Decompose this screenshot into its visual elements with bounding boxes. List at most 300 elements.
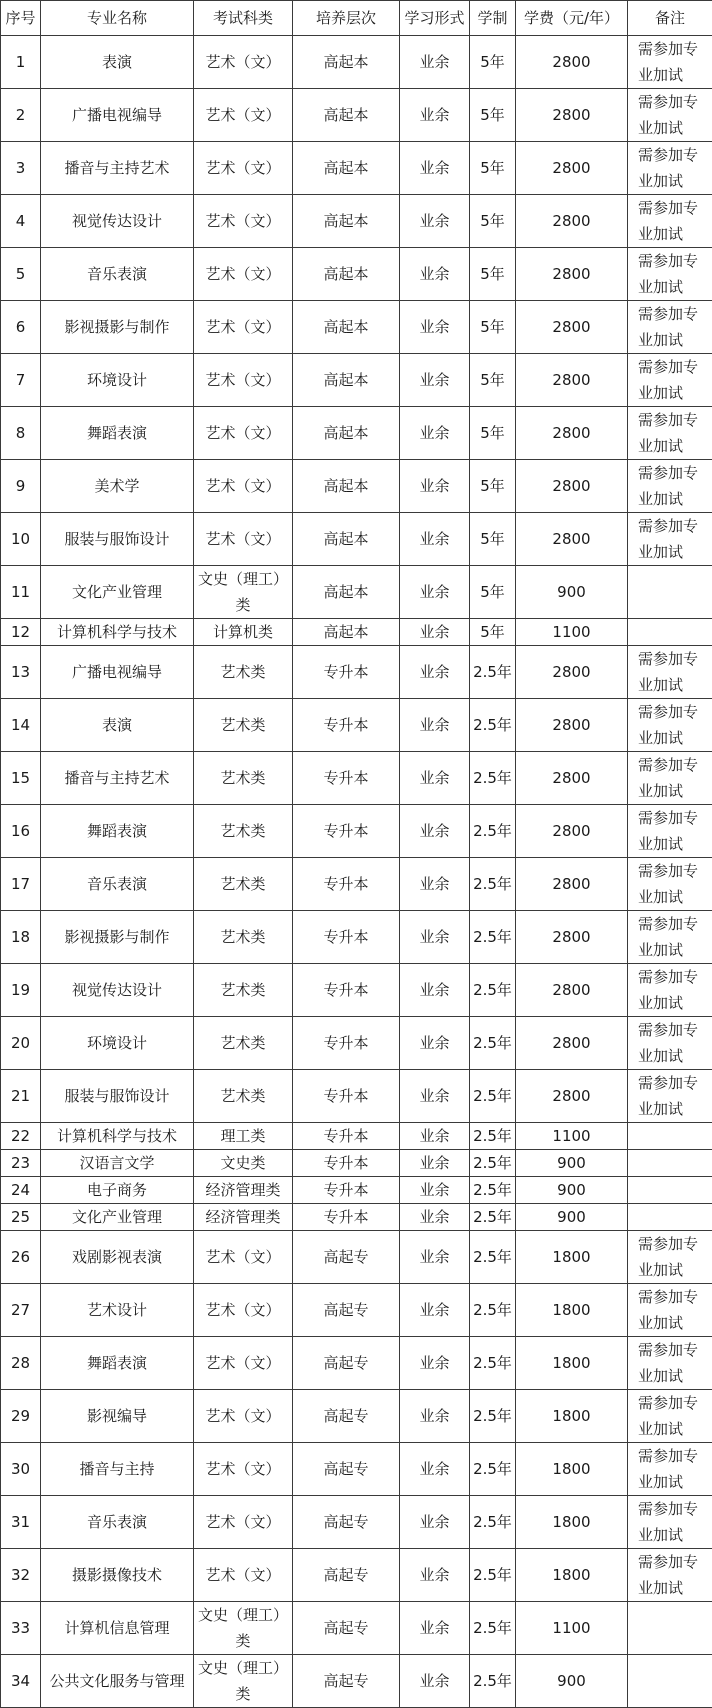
cell-major: 视觉传达设计 <box>41 964 194 1017</box>
cell-years: 2.5年 <box>470 964 516 1017</box>
cell-level: 专升本 <box>293 1150 400 1177</box>
table-row <box>1 619 712 646</box>
cell-no: 11 <box>1 566 41 619</box>
table-row <box>1 354 712 407</box>
cell-years: 5年 <box>470 36 516 89</box>
cell-note: 需参加专业加试 <box>628 354 712 407</box>
cell-form: 业余 <box>400 460 470 513</box>
table-row <box>1 1655 712 1708</box>
cell-major: 计算机科学与技术 <box>41 1123 194 1150</box>
cell-no: 31 <box>1 1496 41 1549</box>
cell-major: 计算机科学与技术 <box>41 619 194 646</box>
cell-major: 文化产业管理 <box>41 566 194 619</box>
cell-level: 专升本 <box>293 1123 400 1150</box>
cell-major: 服装与服饰设计 <box>41 513 194 566</box>
cell-major: 服装与服饰设计 <box>41 1070 194 1123</box>
cell-fee: 2800 <box>516 964 628 1017</box>
cell-level: 高起专 <box>293 1549 400 1602</box>
table-row <box>1 195 712 248</box>
cell-no: 5 <box>1 248 41 301</box>
cell-form: 业余 <box>400 1231 470 1284</box>
table-row <box>1 1390 712 1443</box>
cell-no: 6 <box>1 301 41 354</box>
cell-no: 15 <box>1 752 41 805</box>
cell-form: 业余 <box>400 1177 470 1204</box>
cell-major: 公共文化服务与管理 <box>41 1655 194 1708</box>
header-cell-no: 序号 <box>1 1 41 36</box>
cell-major: 摄影摄像技术 <box>41 1549 194 1602</box>
table-row <box>1 142 712 195</box>
table-row <box>1 301 712 354</box>
cell-level: 专升本 <box>293 858 400 911</box>
cell-level: 高起本 <box>293 619 400 646</box>
cell-no: 32 <box>1 1549 41 1602</box>
cell-level: 高起专 <box>293 1602 400 1655</box>
cell-level: 高起专 <box>293 1655 400 1708</box>
cell-note <box>628 1177 712 1204</box>
cell-fee: 900 <box>516 1204 628 1231</box>
cell-years: 5年 <box>470 460 516 513</box>
cell-no: 30 <box>1 1443 41 1496</box>
cell-level: 高起专 <box>293 1231 400 1284</box>
header-cell-category: 考试科类 <box>194 1 293 36</box>
cell-major: 播音与主持艺术 <box>41 142 194 195</box>
cell-major: 舞蹈表演 <box>41 805 194 858</box>
cell-fee: 2800 <box>516 407 628 460</box>
cell-category: 艺术类 <box>194 858 293 911</box>
cell-category: 艺术（文） <box>194 407 293 460</box>
table-row <box>1 1602 712 1655</box>
cell-category: 艺术（文） <box>194 513 293 566</box>
cell-category: 艺术类 <box>194 1017 293 1070</box>
table-row <box>1 1177 712 1204</box>
cell-no: 13 <box>1 646 41 699</box>
cell-fee: 1100 <box>516 619 628 646</box>
cell-form: 业余 <box>400 964 470 1017</box>
cell-category: 艺术（文） <box>194 195 293 248</box>
cell-category: 艺术类 <box>194 1070 293 1123</box>
table-row <box>1 805 712 858</box>
cell-fee: 2800 <box>516 752 628 805</box>
cell-level: 高起本 <box>293 407 400 460</box>
cell-level: 专升本 <box>293 1070 400 1123</box>
cell-level: 高起专 <box>293 1390 400 1443</box>
cell-category: 计算机类 <box>194 619 293 646</box>
cell-fee: 1800 <box>516 1337 628 1390</box>
cell-fee: 1800 <box>516 1284 628 1337</box>
cell-major: 环境设计 <box>41 1017 194 1070</box>
cell-years: 2.5年 <box>470 1123 516 1150</box>
cell-note: 需参加专业加试 <box>628 1549 712 1602</box>
cell-level: 专升本 <box>293 1204 400 1231</box>
cell-level: 高起本 <box>293 301 400 354</box>
cell-note <box>628 1204 712 1231</box>
cell-no: 27 <box>1 1284 41 1337</box>
cell-level: 高起本 <box>293 142 400 195</box>
cell-major: 影视编导 <box>41 1390 194 1443</box>
cell-category: 艺术类 <box>194 805 293 858</box>
table-row <box>1 1123 712 1150</box>
cell-fee: 2800 <box>516 195 628 248</box>
cell-fee: 1800 <box>516 1231 628 1284</box>
header-cell-level: 培养层次 <box>293 1 400 36</box>
cell-note: 需参加专业加试 <box>628 858 712 911</box>
cell-years: 2.5年 <box>470 1337 516 1390</box>
cell-years: 2.5年 <box>470 1177 516 1204</box>
cell-fee: 2800 <box>516 1017 628 1070</box>
cell-no: 33 <box>1 1602 41 1655</box>
table-row <box>1 1337 712 1390</box>
table-row <box>1 646 712 699</box>
cell-fee: 2800 <box>516 805 628 858</box>
cell-fee: 2800 <box>516 142 628 195</box>
cell-level: 专升本 <box>293 699 400 752</box>
cell-major: 播音与主持艺术 <box>41 752 194 805</box>
table-row <box>1 1204 712 1231</box>
cell-note: 需参加专业加试 <box>628 964 712 1017</box>
cell-note: 需参加专业加试 <box>628 752 712 805</box>
cell-note: 需参加专业加试 <box>628 89 712 142</box>
cell-no: 26 <box>1 1231 41 1284</box>
cell-category: 艺术类 <box>194 911 293 964</box>
cell-form: 业余 <box>400 1443 470 1496</box>
cell-note: 需参加专业加试 <box>628 1443 712 1496</box>
cell-years: 5年 <box>470 619 516 646</box>
cell-major: 戏剧影视表演 <box>41 1231 194 1284</box>
cell-form: 业余 <box>400 805 470 858</box>
cell-form: 业余 <box>400 513 470 566</box>
cell-fee: 2800 <box>516 646 628 699</box>
cell-major: 音乐表演 <box>41 248 194 301</box>
cell-form: 业余 <box>400 1204 470 1231</box>
cell-major: 文化产业管理 <box>41 1204 194 1231</box>
cell-years: 2.5年 <box>470 1017 516 1070</box>
cell-years: 2.5年 <box>470 1602 516 1655</box>
table-row <box>1 964 712 1017</box>
cell-fee: 1800 <box>516 1549 628 1602</box>
cell-form: 业余 <box>400 1337 470 1390</box>
cell-years: 2.5年 <box>470 1204 516 1231</box>
cell-years: 2.5年 <box>470 699 516 752</box>
cell-years: 5年 <box>470 354 516 407</box>
cell-level: 高起本 <box>293 89 400 142</box>
table-row <box>1 699 712 752</box>
table-row <box>1 248 712 301</box>
cell-years: 2.5年 <box>470 858 516 911</box>
cell-note: 需参加专业加试 <box>628 1284 712 1337</box>
cell-fee: 900 <box>516 1655 628 1708</box>
cell-category: 艺术（文） <box>194 36 293 89</box>
cell-level: 高起专 <box>293 1337 400 1390</box>
cell-note <box>628 1123 712 1150</box>
cell-category: 艺术类 <box>194 699 293 752</box>
cell-fee: 2800 <box>516 36 628 89</box>
cell-no: 19 <box>1 964 41 1017</box>
cell-level: 专升本 <box>293 646 400 699</box>
cell-category: 艺术（文） <box>194 1390 293 1443</box>
table-row <box>1 1284 712 1337</box>
cell-years: 2.5年 <box>470 1443 516 1496</box>
cell-years: 5年 <box>470 407 516 460</box>
cell-years: 5年 <box>470 248 516 301</box>
cell-years: 2.5年 <box>470 1390 516 1443</box>
cell-major: 美术学 <box>41 460 194 513</box>
cell-note: 需参加专业加试 <box>628 407 712 460</box>
cell-form: 业余 <box>400 195 470 248</box>
cell-form: 业余 <box>400 1496 470 1549</box>
cell-years: 2.5年 <box>470 646 516 699</box>
cell-major: 电子商务 <box>41 1177 194 1204</box>
cell-no: 10 <box>1 513 41 566</box>
table-row <box>1 1150 712 1177</box>
cell-level: 高起本 <box>293 460 400 513</box>
cell-form: 业余 <box>400 1070 470 1123</box>
cell-major: 音乐表演 <box>41 858 194 911</box>
cell-level: 高起专 <box>293 1284 400 1337</box>
cell-note: 需参加专业加试 <box>628 911 712 964</box>
cell-no: 25 <box>1 1204 41 1231</box>
cell-form: 业余 <box>400 1655 470 1708</box>
cell-category: 艺术（文） <box>194 301 293 354</box>
cell-note: 需参加专业加试 <box>628 195 712 248</box>
cell-note: 需参加专业加试 <box>628 301 712 354</box>
cell-fee: 1100 <box>516 1123 628 1150</box>
cell-years: 2.5年 <box>470 1150 516 1177</box>
cell-level: 高起专 <box>293 1443 400 1496</box>
cell-category: 文史（理工）类 <box>194 1602 293 1655</box>
cell-form: 业余 <box>400 248 470 301</box>
header-row <box>1 1 712 36</box>
cell-no: 1 <box>1 36 41 89</box>
cell-no: 4 <box>1 195 41 248</box>
cell-level: 高起本 <box>293 248 400 301</box>
cell-category: 艺术类 <box>194 752 293 805</box>
cell-form: 业余 <box>400 911 470 964</box>
cell-major: 影视摄影与制作 <box>41 301 194 354</box>
cell-no: 22 <box>1 1123 41 1150</box>
cell-note <box>628 566 712 619</box>
cell-level: 专升本 <box>293 1177 400 1204</box>
cell-category: 艺术（文） <box>194 248 293 301</box>
cell-years: 5年 <box>470 89 516 142</box>
cell-note: 需参加专业加试 <box>628 646 712 699</box>
cell-no: 29 <box>1 1390 41 1443</box>
table-row <box>1 1496 712 1549</box>
cell-note: 需参加专业加试 <box>628 1390 712 1443</box>
table-row <box>1 36 712 89</box>
cell-major: 广播电视编导 <box>41 646 194 699</box>
table-row <box>1 1443 712 1496</box>
header-cell-major: 专业名称 <box>41 1 194 36</box>
cell-fee: 1800 <box>516 1390 628 1443</box>
cell-no: 28 <box>1 1337 41 1390</box>
cell-years: 2.5年 <box>470 1231 516 1284</box>
cell-category: 艺术（文） <box>194 89 293 142</box>
cell-no: 34 <box>1 1655 41 1708</box>
cell-years: 5年 <box>470 195 516 248</box>
table-row <box>1 752 712 805</box>
cell-no: 12 <box>1 619 41 646</box>
table-row <box>1 566 712 619</box>
cell-category: 理工类 <box>194 1123 293 1150</box>
cell-years: 2.5年 <box>470 1496 516 1549</box>
cell-fee: 2800 <box>516 354 628 407</box>
cell-no: 9 <box>1 460 41 513</box>
cell-fee: 2800 <box>516 301 628 354</box>
cell-level: 高起本 <box>293 195 400 248</box>
cell-years: 2.5年 <box>470 911 516 964</box>
cell-major: 环境设计 <box>41 354 194 407</box>
cell-form: 业余 <box>400 566 470 619</box>
cell-fee: 900 <box>516 1150 628 1177</box>
cell-category: 艺术（文） <box>194 1284 293 1337</box>
cell-major: 计算机信息管理 <box>41 1602 194 1655</box>
cell-note <box>628 1655 712 1708</box>
cell-note <box>628 1602 712 1655</box>
cell-fee: 2800 <box>516 513 628 566</box>
cell-form: 业余 <box>400 699 470 752</box>
cell-level: 专升本 <box>293 964 400 1017</box>
cell-level: 高起本 <box>293 354 400 407</box>
cell-category: 经济管理类 <box>194 1204 293 1231</box>
cell-form: 业余 <box>400 354 470 407</box>
cell-level: 专升本 <box>293 1017 400 1070</box>
header-cell-years: 学制 <box>470 1 516 36</box>
table-row <box>1 513 712 566</box>
cell-category: 艺术（文） <box>194 1549 293 1602</box>
cell-no: 24 <box>1 1177 41 1204</box>
cell-form: 业余 <box>400 1017 470 1070</box>
cell-fee: 2800 <box>516 248 628 301</box>
cell-no: 23 <box>1 1150 41 1177</box>
cell-category: 艺术类 <box>194 964 293 1017</box>
cell-no: 21 <box>1 1070 41 1123</box>
cell-fee: 1800 <box>516 1496 628 1549</box>
table-row <box>1 1070 712 1123</box>
cell-major: 影视摄影与制作 <box>41 911 194 964</box>
cell-no: 3 <box>1 142 41 195</box>
cell-fee: 900 <box>516 566 628 619</box>
cell-no: 8 <box>1 407 41 460</box>
cell-fee: 900 <box>516 1177 628 1204</box>
cell-no: 7 <box>1 354 41 407</box>
cell-years: 5年 <box>470 142 516 195</box>
table-body <box>1 36 712 1708</box>
cell-major: 汉语言文学 <box>41 1150 194 1177</box>
cell-note: 需参加专业加试 <box>628 142 712 195</box>
cell-fee: 2800 <box>516 699 628 752</box>
cell-note <box>628 1150 712 1177</box>
cell-level: 专升本 <box>293 752 400 805</box>
cell-note: 需参加专业加试 <box>628 1017 712 1070</box>
cell-category: 经济管理类 <box>194 1177 293 1204</box>
cell-no: 20 <box>1 1017 41 1070</box>
cell-category: 艺术（文） <box>194 354 293 407</box>
cell-category: 艺术类 <box>194 646 293 699</box>
cell-form: 业余 <box>400 858 470 911</box>
cell-years: 2.5年 <box>470 1070 516 1123</box>
cell-no: 16 <box>1 805 41 858</box>
cell-major: 舞蹈表演 <box>41 1337 194 1390</box>
cell-form: 业余 <box>400 89 470 142</box>
cell-years: 2.5年 <box>470 805 516 858</box>
cell-years: 2.5年 <box>470 1549 516 1602</box>
cell-category: 艺术（文） <box>194 142 293 195</box>
cell-years: 5年 <box>470 301 516 354</box>
cell-category: 艺术（文） <box>194 460 293 513</box>
cell-category: 艺术（文） <box>194 1337 293 1390</box>
cell-note: 需参加专业加试 <box>628 699 712 752</box>
cell-level: 高起本 <box>293 36 400 89</box>
table-row <box>1 1017 712 1070</box>
cell-major: 播音与主持 <box>41 1443 194 1496</box>
cell-category: 艺术（文） <box>194 1443 293 1496</box>
cell-category: 文史（理工）类 <box>194 1655 293 1708</box>
table-row <box>1 911 712 964</box>
cell-no: 17 <box>1 858 41 911</box>
cell-form: 业余 <box>400 1390 470 1443</box>
table-row <box>1 858 712 911</box>
table-row <box>1 460 712 513</box>
cell-major: 表演 <box>41 699 194 752</box>
cell-note: 需参加专业加试 <box>628 1070 712 1123</box>
cell-note: 需参加专业加试 <box>628 1231 712 1284</box>
cell-note: 需参加专业加试 <box>628 805 712 858</box>
cell-major: 艺术设计 <box>41 1284 194 1337</box>
header-cell-form: 学习形式 <box>400 1 470 36</box>
cell-form: 业余 <box>400 407 470 460</box>
cell-category: 艺术（文） <box>194 1231 293 1284</box>
cell-form: 业余 <box>400 301 470 354</box>
cell-form: 业余 <box>400 619 470 646</box>
cell-note: 需参加专业加试 <box>628 513 712 566</box>
cell-years: 5年 <box>470 566 516 619</box>
cell-major: 表演 <box>41 36 194 89</box>
cell-fee: 2800 <box>516 858 628 911</box>
cell-form: 业余 <box>400 142 470 195</box>
cell-fee: 2800 <box>516 460 628 513</box>
cell-major: 广播电视编导 <box>41 89 194 142</box>
cell-level: 专升本 <box>293 805 400 858</box>
cell-fee: 2800 <box>516 911 628 964</box>
cell-major: 舞蹈表演 <box>41 407 194 460</box>
cell-note <box>628 619 712 646</box>
cell-fee: 2800 <box>516 89 628 142</box>
cell-fee: 2800 <box>516 1070 628 1123</box>
header-cell-note: 备注 <box>628 1 712 36</box>
cell-note: 需参加专业加试 <box>628 460 712 513</box>
cell-form: 业余 <box>400 1549 470 1602</box>
cell-form: 业余 <box>400 1150 470 1177</box>
cell-years: 2.5年 <box>470 752 516 805</box>
cell-level: 高起本 <box>293 513 400 566</box>
cell-fee: 1100 <box>516 1602 628 1655</box>
cell-form: 业余 <box>400 646 470 699</box>
cell-major: 视觉传达设计 <box>41 195 194 248</box>
cell-major: 音乐表演 <box>41 1496 194 1549</box>
cell-form: 业余 <box>400 1123 470 1150</box>
header-cell-fee: 学费（元/年） <box>516 1 628 36</box>
cell-no: 14 <box>1 699 41 752</box>
cell-note: 需参加专业加试 <box>628 248 712 301</box>
cell-no: 2 <box>1 89 41 142</box>
cell-level: 高起本 <box>293 566 400 619</box>
table-row <box>1 1231 712 1284</box>
cell-level: 高起专 <box>293 1496 400 1549</box>
cell-category: 文史（理工）类 <box>194 566 293 619</box>
cell-form: 业余 <box>400 1602 470 1655</box>
cell-years: 5年 <box>470 513 516 566</box>
